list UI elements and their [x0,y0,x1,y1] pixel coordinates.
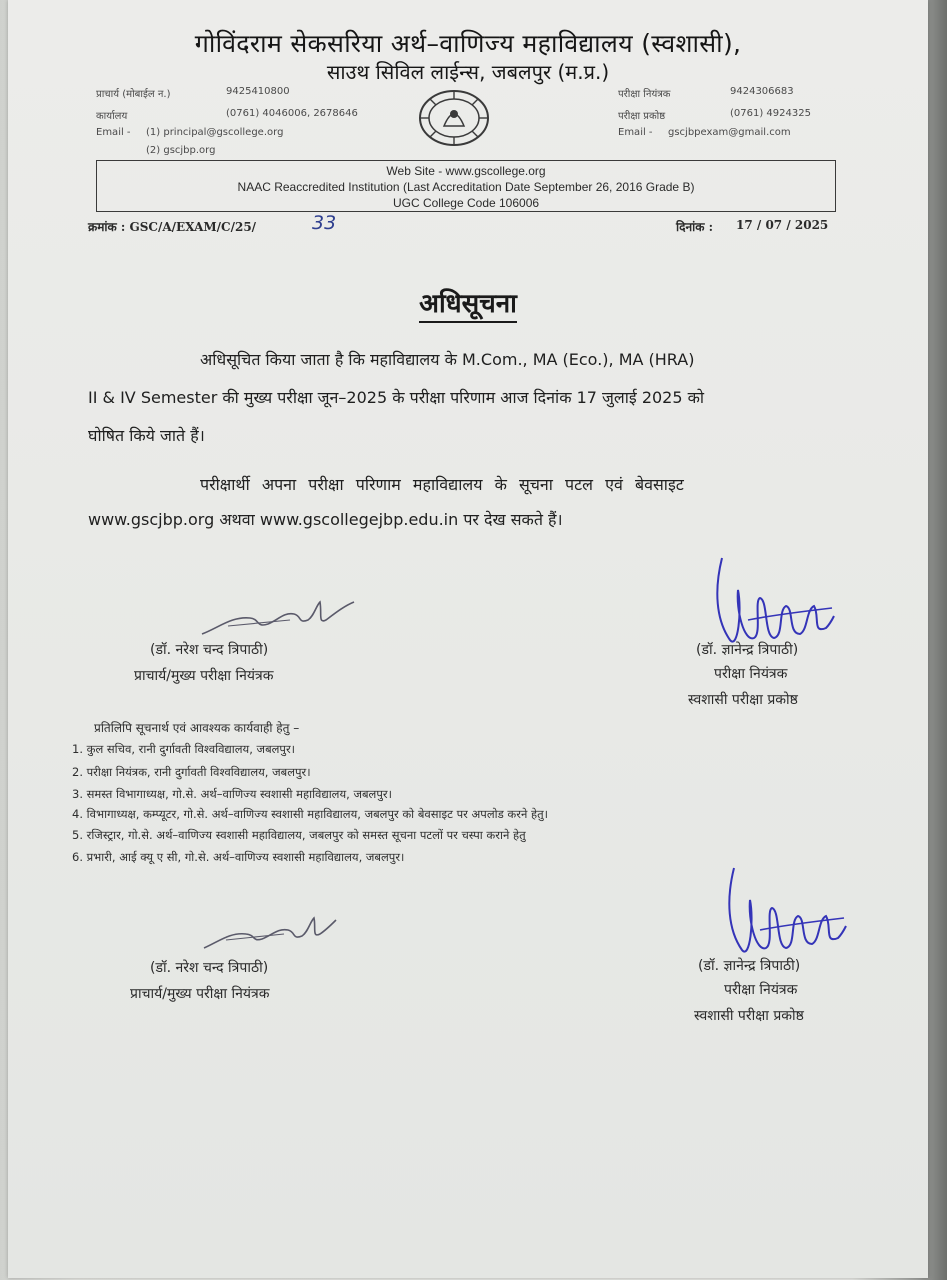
date-value: 17 / 07 / 2025 [736,218,829,232]
body-para1-line3: घोषित किये जाते हैं। [88,426,205,445]
notification-title [8,284,928,320]
body-para2-line2: www.gscjbp.org अथवा www.gscollegejbp.edu.in पर देख सकते हैं। [88,510,563,529]
exam-controller-title-1: परीक्षा नियंत्रक [714,666,788,682]
copy-to-item-2: 2. परीक्षा नियंत्रक, रानी दुर्गावती विश्वविद्यालय, जबलपुर। [72,765,311,779]
email-left-label: Email - [96,127,131,138]
principal-name-1: (डॉ. नरेश चन्द त्रिपाठी) [150,642,269,658]
exam-controller-name-1: (डॉ. ज्ञानेन्द्र त्रिपाठी) [696,642,799,658]
college-address: साउथ सिविल लाईन्स, जबलपुर (म.प्र.) [326,60,610,84]
college-name: गोविंदराम सेकसरिया अर्थ–वाणिज्य महाविद्यालय (स्वशासी), [194,29,742,58]
contact-principal-label: प्राचार्य (मोबाईल न.) [96,89,171,100]
principal-name-2: (डॉ. नरेश चन्द त्रिपाठी) [150,960,269,976]
body-para2-line1: परीक्षार्थी अपना परीक्षा परिणाम महाविद्यालय के सूचना पटल एवं बेवसाइट [200,475,684,494]
document-page [8,0,928,1278]
reference-number-handwritten: 33 [312,212,337,234]
email-left-1: (1) principal@gscollege.org [146,127,284,138]
website-accreditation-box [96,160,836,212]
copy-to-item-6: 6. प्रभारी, आई क्यू ए सी, गो.से. अर्थ–वाणिज्य स्वशासी महाविद्यालय, जबलपुर। [72,850,405,864]
copy-to-item-4: 4. विभागाध्यक्ष, कम्प्यूटर, गो.से. अर्थ–वाणिज्य स्वशासी महाविद्यालय, जबलपुर को बेवसाइट पर अपलोड करने हेतु। [72,807,549,821]
copy-to-item-3: 3. समस्त विभागाध्यक्ष, गो.से. अर्थ–वाणिज्य स्वशासी महाविद्यालय, जबलपुर। [72,787,392,801]
principal-signature-1 [198,594,358,640]
website-text: Web Site - www.gscollege.org [386,164,546,178]
date-label: दिनांक : [676,220,714,234]
naac-text: NAAC Reaccredited Institution (Last Accreditation Date September 26, 2016 Grade B) [237,180,695,194]
reference-number-label: क्रमांक : GSC/A/EXAM/C/25/ [88,220,257,234]
email-right-label: Email - [618,127,653,138]
contact-exam-cell-label: परीक्षा प्रकोष्ठ [618,111,666,122]
exam-controller-office-2: स्वशासी परीक्षा प्रकोष्ठ [694,1008,804,1024]
contact-office-value: (0761) 4046006, 2678646 [226,108,358,119]
principal-title-2: प्राचार्य/मुख्य परीक्षा नियंत्रक [130,986,270,1002]
principal-signature-2 [200,910,340,954]
contact-principal-value: 9425410800 [226,86,290,97]
copy-to-item-5: 5. रजिस्ट्रार, गो.से. अर्थ–वाणिज्य स्वशासी महाविद्यालय, जबलपुर को समस्त सूचना पटलों पर चस्पा कराने हेतु [72,828,526,842]
body-para1-line1: अधिसूचित किया जाता है कि महाविद्यालय के M.Com., MA (Eco.), MA (HRA) [200,350,695,369]
body-para1-line2: II & IV Semester की मुख्य परीक्षा जून–2025 के परीक्षा परिणाम आज दिनांक 17 जुलाई 2025 को [88,388,705,407]
contact-office-label: कार्यालय [96,111,128,122]
contact-exam-cell-value: (0761) 4924325 [730,108,811,119]
exam-controller-signature-2 [720,860,850,964]
email-right: gscjbpexam@gmail.com [668,127,791,138]
exam-controller-title-2: परीक्षा नियंत्रक [724,982,798,998]
contact-exam-controller-label: परीक्षा नियंत्रक [618,89,671,100]
copy-to-item-1: 1. कुल सचिव, रानी दुर्गावती विश्वविद्यालय, जबलपुर। [72,742,296,756]
notification-title-text: अधिसूचना [419,289,517,323]
principal-title-1: प्राचार्य/मुख्य परीक्षा नियंत्रक [134,668,274,684]
copy-to-heading: प्रतिलिपि सूचनार्थ एवं आवश्यक कार्यवाही हेतु – [94,721,300,735]
contact-exam-controller-value: 9424306683 [730,86,794,97]
college-emblem-icon [416,88,492,148]
exam-controller-signature-1 [708,550,838,654]
exam-controller-name-2: (डॉ. ज्ञानेन्द्र त्रिपाठी) [698,958,801,974]
email-left-2: (2) gscjbp.org [146,145,216,156]
exam-controller-office-1: स्वशासी परीक्षा प्रकोष्ठ [688,692,798,708]
ugc-code-text: UGC College Code 106006 [392,196,540,210]
